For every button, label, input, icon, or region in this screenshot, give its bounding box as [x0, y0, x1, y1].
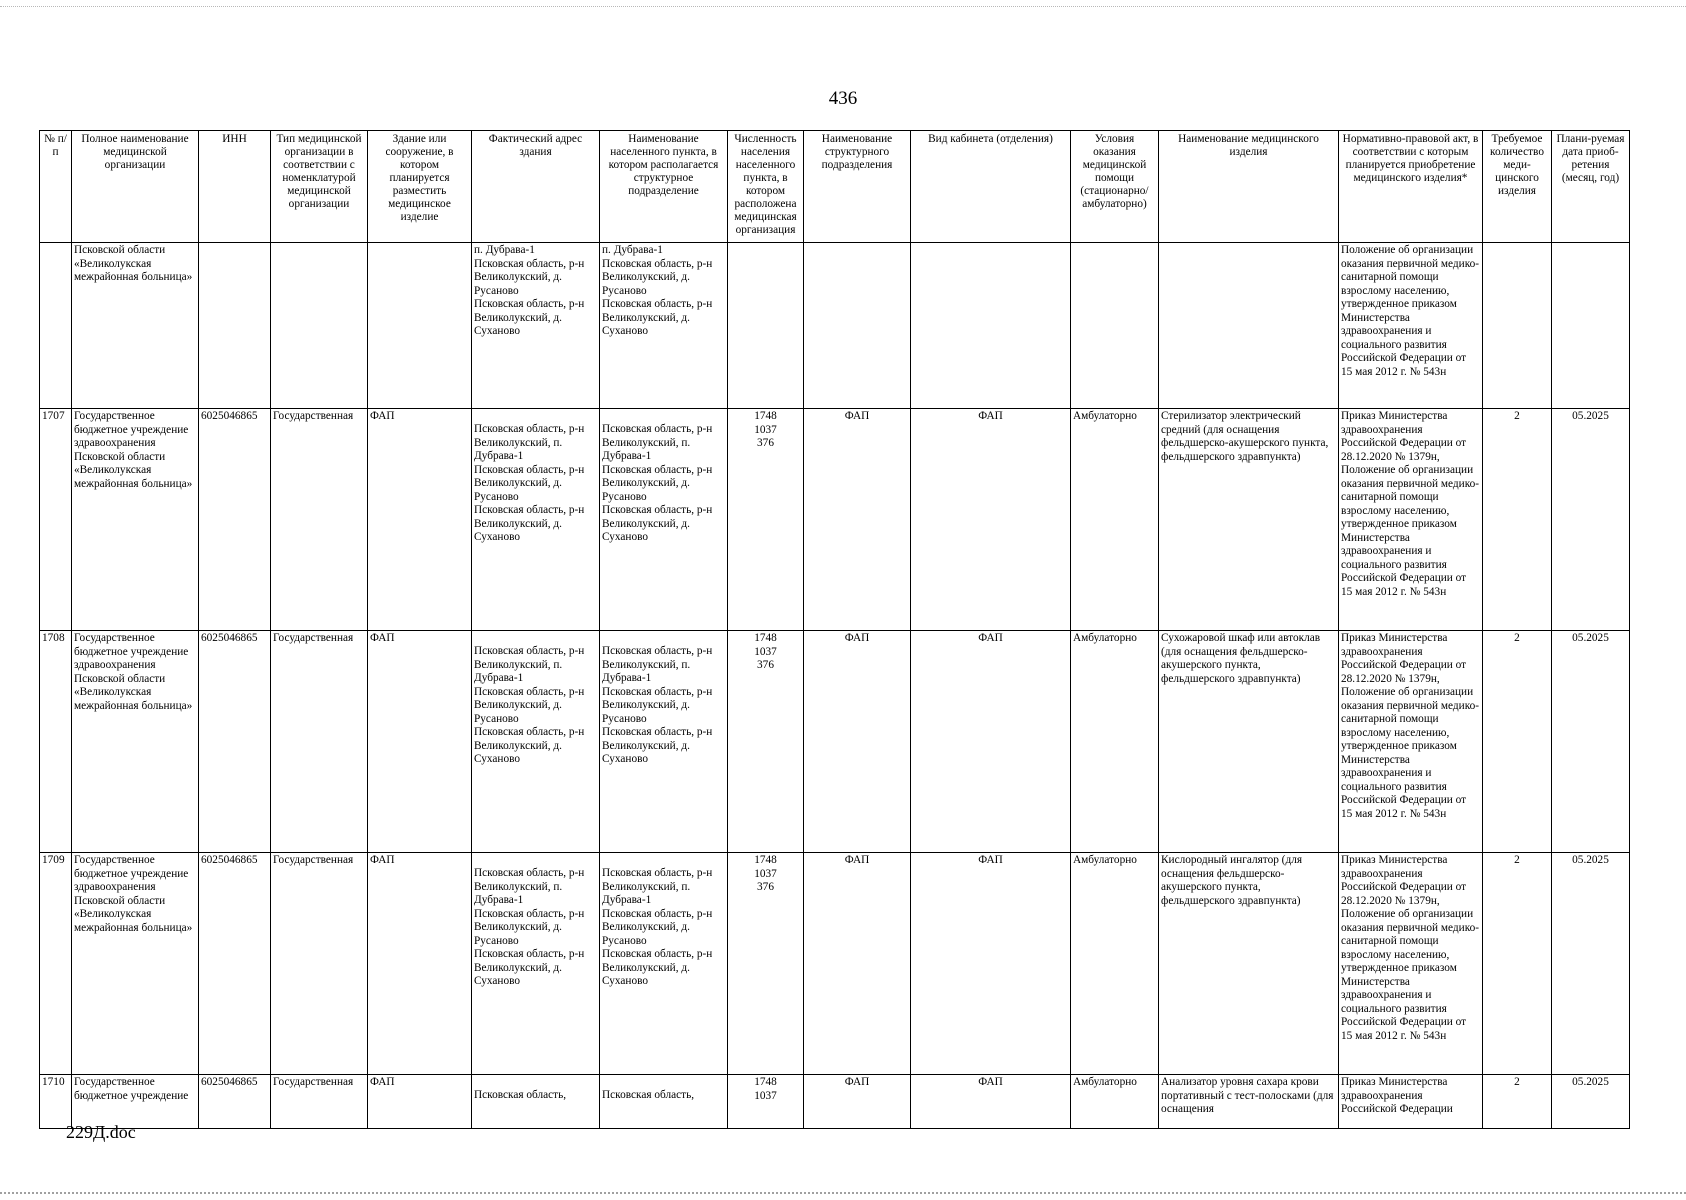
cell-unit: ФАП: [804, 409, 911, 631]
cell-settlement: п. Дубрава-1 Псковская область, р-н Великолукский, д. Русаново Псковская область, р-н Великолукский, д. Суханово: [600, 243, 728, 409]
cell-date: 05.2025: [1552, 1075, 1630, 1129]
cell-date: 05.2025: [1552, 631, 1630, 853]
cell-inn: 6025046865: [199, 853, 271, 1075]
table-row: [40, 409, 1630, 631]
table-row: [40, 631, 1630, 853]
cell-type: Государственная: [271, 853, 368, 1075]
equipment-table: [39, 130, 1630, 1129]
cell-unit: ФАП: [804, 631, 911, 853]
cell-settlement: Псковская область, р-н Великолукский, п. Дубрава-1 Псковская область, р-н Великолукский, д. Русаново Псковская область, р-н Великолукский, д. Суханово: [600, 853, 728, 1075]
cell-device: Стерилизатор электрический средний (для оснащения фельдшерско-акушерского пункта, фельдшерского здравпункта): [1159, 409, 1339, 631]
cell-building: ФАП: [368, 631, 472, 853]
cell-qty: 2: [1483, 853, 1552, 1075]
header-cell: Наименование населенного пункта, в котором располагается структурное подразделение: [600, 131, 728, 243]
cell-cabinet: ФАП: [911, 853, 1071, 1075]
header-cell: ИНН: [199, 131, 271, 243]
header-cell: Наименование медицинского изделия: [1159, 131, 1339, 243]
cell-inn: 6025046865: [199, 1075, 271, 1129]
cell-num: 1710: [40, 1075, 72, 1129]
header-cell: Нормативно-правовой акт, в соответствии с которым планируется приобретение медицинского изделия*: [1339, 131, 1483, 243]
page-number: 436: [828, 88, 858, 109]
cell-org: Государственное бюджетное учреждение здравоохранения Псковской области «Великолукская межрайонная больница»: [72, 409, 199, 631]
cell-act: Приказ Министерства здравоохранения Российской Федерации от 28.12.2020 № 1379н, Положение об организации оказания первичной медико-санитарной помощи взрослому населению, утвержденное приказом Министерства здравоохранения и социального развития Российской Федерации от 15 мая 2012 г. № 543н: [1339, 853, 1483, 1075]
file-name-footer: 229Д.doc: [66, 1122, 136, 1142]
cell-type: Государственная: [271, 631, 368, 853]
cell-unit: ФАП: [804, 853, 911, 1075]
cell-address: Псковская область, р-н Великолукский, п. Дубрава-1 Псковская область, р-н Великолукский, д. Русаново Псковская область, р-н Великолукский, д. Суханово: [472, 853, 600, 1075]
cell-population: 1748 1037 376: [728, 631, 804, 853]
cell-conditions: Амбулаторно: [1071, 631, 1159, 853]
cell-population: 1748 1037 376: [728, 409, 804, 631]
cell-qty: 2: [1483, 1075, 1552, 1129]
header-cell: Требуемое количество меди-цинского изделия: [1483, 131, 1552, 243]
cell-population: 1748 1037 376: [728, 853, 804, 1075]
cell-address: Псковская область,: [472, 1075, 600, 1129]
scan-edge-top: [0, 6, 1686, 7]
cell-device: Сухожаровой шкаф или автоклав (для оснащения фельдшерско-акушерского пункта, фельдшерского здравпункта): [1159, 631, 1339, 853]
cell-unit: [804, 243, 911, 409]
cell-address: п. Дубрава-1 Псковская область, р-н Великолукский, д. Русаново Псковская область, р-н Великолукский, д. Суханово: [472, 243, 600, 409]
cell-org: Государственное бюджетное учреждение здравоохранения Псковской области «Великолукская межрайонная больница»: [72, 853, 199, 1075]
cell-num: 1709: [40, 853, 72, 1075]
cell-conditions: Амбулаторно: [1071, 409, 1159, 631]
cell-device: [1159, 243, 1339, 409]
cell-type: Государственная: [271, 409, 368, 631]
cell-type: [271, 243, 368, 409]
cell-settlement: Псковская область,: [600, 1075, 728, 1129]
cell-building: ФАП: [368, 409, 472, 631]
header-cell: Наименование структурного подразделения: [804, 131, 911, 243]
cell-qty: 2: [1483, 409, 1552, 631]
cell-act: Приказ Министерства здравоохранения Российской Федерации от 28.12.2020 № 1379н, Положение об организации оказания первичной медико-санитарной помощи взрослому населению, утвержденное приказом Министерства здравоохранения и социального развития Российской Федерации от 15 мая 2012 г. № 543н: [1339, 631, 1483, 853]
cell-qty: 2: [1483, 631, 1552, 853]
cell-num: 1708: [40, 631, 72, 853]
header-cell: Полное наименование медицинской организации: [72, 131, 199, 243]
cell-population: [728, 243, 804, 409]
cell-inn: 6025046865: [199, 409, 271, 631]
cell-org: Государственное бюджетное учреждение: [72, 1075, 199, 1129]
cell-num: [40, 243, 72, 409]
header-cell: Фактический адрес здания: [472, 131, 600, 243]
cell-device: Кислородный ингалятор (для оснащения фельдшерско-акушерского пункта, фельдшерского здравпункта): [1159, 853, 1339, 1075]
cell-act: Положение об организации оказания первичной медико-санитарной помощи взрослому населению, утвержденное приказом Министерства здравоохранения и социального развития Российской Федерации от 15 мая 2012 г. № 543н: [1339, 243, 1483, 409]
table-row: [40, 1075, 1630, 1129]
cell-conditions: Амбулаторно: [1071, 1075, 1159, 1129]
cell-building: ФАП: [368, 1075, 472, 1129]
header-cell: Тип медицинской организации в соответствии с номенклатурой медицинской организации: [271, 131, 368, 243]
cell-population: 1748 1037: [728, 1075, 804, 1129]
table-row: [40, 853, 1630, 1075]
header-cell: № п/п: [40, 131, 72, 243]
cell-cabinet: [911, 243, 1071, 409]
cell-building: [368, 243, 472, 409]
cell-address: Псковская область, р-н Великолукский, п. Дубрава-1 Псковская область, р-н Великолукский, д. Русаново Псковская область, р-н Великолукский, д. Суханово: [472, 631, 600, 853]
cell-org: Государственное бюджетное учреждение здравоохранения Псковской области «Великолукская межрайонная больница»: [72, 631, 199, 853]
cell-cabinet: ФАП: [911, 409, 1071, 631]
cell-address: Псковская область, р-н Великолукский, п. Дубрава-1 Псковская область, р-н Великолукский, д. Русаново Псковская область, р-н Великолукский, д. Суханово: [472, 409, 600, 631]
cell-date: [1552, 243, 1630, 409]
table-row: [40, 243, 1630, 409]
header-cell: Условия оказания медицинской помощи (стационарно/ амбулаторно): [1071, 131, 1159, 243]
header-cell: Численность населения населенного пункта, в котором расположена медицинская организация: [728, 131, 804, 243]
cell-device: Анализатор уровня сахара крови портативный с тест-полосками (для оснащения: [1159, 1075, 1339, 1129]
cell-date: 05.2025: [1552, 853, 1630, 1075]
cell-cabinet: ФАП: [911, 631, 1071, 853]
header-cell: Плани-руемая дата приоб-ретения (месяц, год): [1552, 131, 1630, 243]
cell-org: Псковской области «Великолукская межрайонная больница»: [72, 243, 199, 409]
cell-inn: 6025046865: [199, 631, 271, 853]
cell-unit: ФАП: [804, 1075, 911, 1129]
cell-inn: [199, 243, 271, 409]
cell-num: 1707: [40, 409, 72, 631]
cell-cabinet: ФАП: [911, 1075, 1071, 1129]
cell-date: 05.2025: [1552, 409, 1630, 631]
scan-edge-bottom: [0, 1192, 1686, 1194]
header-row: [40, 131, 1630, 243]
header-cell: Вид кабинета (отделения): [911, 131, 1071, 243]
cell-conditions: Амбулаторно: [1071, 853, 1159, 1075]
cell-type: Государственная: [271, 1075, 368, 1129]
cell-building: ФАП: [368, 853, 472, 1075]
cell-settlement: Псковская область, р-н Великолукский, п. Дубрава-1 Псковская область, р-н Великолукский, д. Русаново Псковская область, р-н Великолукский, д. Суханово: [600, 631, 728, 853]
cell-act: Приказ Министерства здравоохранения Российской Федерации от 28.12.2020 № 1379н, Положение об организации оказания первичной медико-санитарной помощи взрослому населению, утвержденное приказом Министерства здравоохранения и социального развития Российской Федерации от 15 мая 2012 г. № 543н: [1339, 409, 1483, 631]
cell-qty: [1483, 243, 1552, 409]
cell-settlement: Псковская область, р-н Великолукский, п. Дубрава-1 Псковская область, р-н Великолукский, д. Русаново Псковская область, р-н Великолукский, д. Суханово: [600, 409, 728, 631]
header-cell: Здание или сооружение, в котором планируется разместить медицинское изделие: [368, 131, 472, 243]
cell-act: Приказ Министерства здравоохранения Российской Федерации: [1339, 1075, 1483, 1129]
cell-conditions: [1071, 243, 1159, 409]
